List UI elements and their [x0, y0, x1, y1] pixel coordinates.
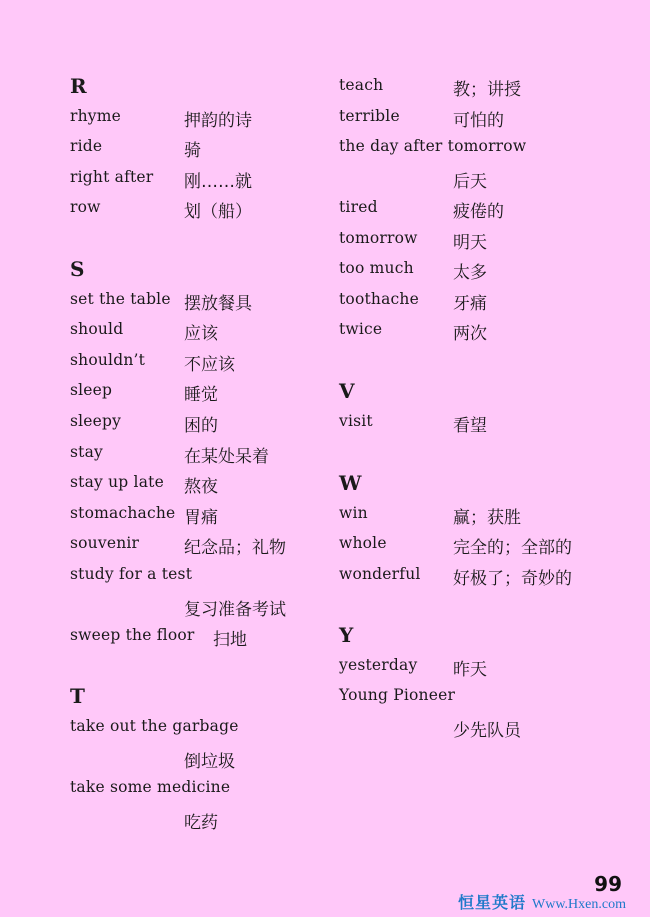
- english-word: toothache: [339, 290, 419, 308]
- english-word: tired: [339, 198, 378, 216]
- english-word: set the table: [70, 290, 171, 308]
- chinese-meaning: 牙痛: [453, 294, 487, 314]
- watermark-url: Www.Hxen.com: [532, 897, 626, 912]
- english-word: sleepy: [70, 412, 122, 430]
- english-word: should: [70, 320, 124, 338]
- chinese-meaning: 押韵的诗: [184, 111, 252, 131]
- english-word: study for a test: [70, 565, 193, 583]
- english-word: the day after tomorrow: [339, 137, 527, 155]
- chinese-meaning: 明天: [453, 233, 487, 253]
- chinese-meaning: 两次: [453, 324, 487, 344]
- chinese-meaning: 完全的；全部的: [453, 538, 572, 558]
- section-letter-w: W: [339, 471, 362, 495]
- page-number: 99: [594, 872, 622, 896]
- chinese-meaning: 倒垃圾: [184, 752, 235, 772]
- chinese-meaning: 吃药: [184, 813, 218, 833]
- chinese-meaning: 不应该: [184, 355, 235, 375]
- section-letter-y: Y: [339, 623, 354, 647]
- english-word: stay up late: [70, 473, 164, 491]
- chinese-meaning: 骑: [184, 141, 201, 161]
- watermark-text: 恒星英语: [458, 893, 527, 912]
- chinese-meaning: 困的: [184, 416, 218, 436]
- site-watermark: [458, 890, 626, 913]
- section-letter-v: V: [339, 379, 355, 403]
- chinese-meaning: 可怕的: [453, 111, 504, 131]
- english-word: rhyme: [70, 107, 122, 125]
- section-letter-t: T: [70, 684, 85, 708]
- chinese-meaning: 扫地: [213, 630, 247, 650]
- english-word: wonderful: [339, 565, 421, 583]
- english-word: take some medicine: [70, 778, 231, 796]
- english-word: sweep the floor: [70, 626, 195, 644]
- english-word: teach: [339, 76, 384, 94]
- chinese-meaning: 摆放餐具: [184, 294, 252, 314]
- chinese-meaning: 复习准备考试: [184, 600, 286, 620]
- english-word: take out the garbage: [70, 717, 239, 735]
- chinese-meaning: 好极了；奇妙的: [453, 569, 572, 589]
- chinese-meaning: 熬夜: [184, 477, 218, 497]
- chinese-meaning: 后天: [453, 172, 487, 192]
- english-word: souvenir: [70, 534, 140, 552]
- english-word: tomorrow: [339, 229, 418, 247]
- english-word: shouldn’t: [70, 351, 146, 369]
- english-word: win: [339, 504, 368, 522]
- chinese-meaning: 在某处呆着: [184, 447, 269, 467]
- english-word: stay: [70, 443, 103, 461]
- chinese-meaning: 划（船）: [184, 202, 252, 222]
- chinese-meaning: 太多: [453, 263, 487, 283]
- english-word: ride: [70, 137, 103, 155]
- english-word: sleep: [70, 381, 113, 399]
- english-word: yesterday: [339, 656, 418, 674]
- english-word: whole: [339, 534, 387, 552]
- english-word: stomachache: [70, 504, 176, 522]
- chinese-meaning: 睡觉: [184, 385, 218, 405]
- chinese-meaning: 少先队员: [453, 721, 521, 741]
- chinese-meaning: 昨天: [453, 660, 487, 680]
- chinese-meaning: 纪念品；礼物: [184, 538, 286, 558]
- chinese-meaning: 刚……就: [184, 172, 252, 192]
- chinese-meaning: 看望: [453, 416, 487, 436]
- chinese-meaning: 疲倦的: [453, 202, 504, 222]
- chinese-meaning: 赢；获胜: [453, 508, 521, 528]
- english-word: Young Pioneer: [339, 686, 456, 704]
- english-word: visit: [339, 412, 373, 430]
- english-word: twice: [339, 320, 383, 338]
- english-word: right after: [70, 168, 154, 186]
- section-letter-s: S: [70, 257, 85, 281]
- english-word: row: [70, 198, 101, 216]
- chinese-meaning: 应该: [184, 324, 218, 344]
- english-word: too much: [339, 259, 414, 277]
- english-word: terrible: [339, 107, 400, 125]
- section-letter-r: R: [70, 74, 87, 98]
- chinese-meaning: 教；讲授: [453, 80, 521, 100]
- chinese-meaning: 胃痛: [184, 508, 218, 528]
